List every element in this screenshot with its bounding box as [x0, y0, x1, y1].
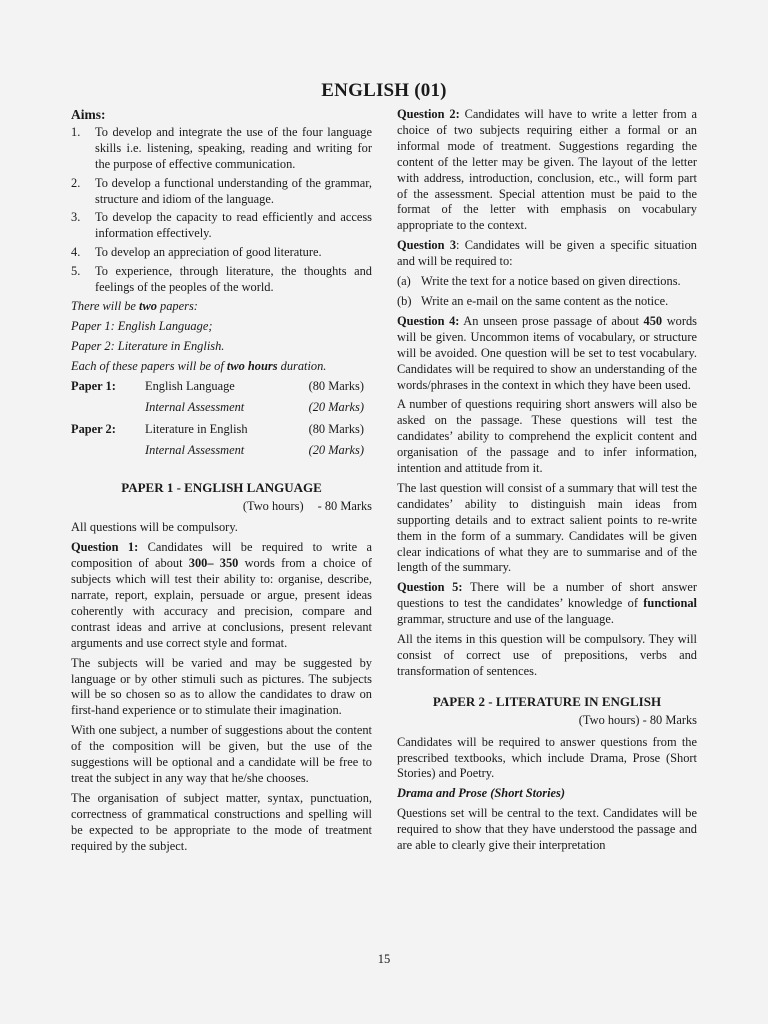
paper2-duration-marks: (Two hours) - 80 Marks — [578, 712, 697, 727]
paper-name: English Language — [145, 378, 235, 393]
aims-item — [71, 210, 372, 242]
duration-text: Each of these papers will be of — [71, 358, 227, 373]
paper-marks: (20 Marks) — [308, 443, 364, 458]
question-2-text: Candidates will have to write a letter from a choice of two subjects requiring either a formal or an informal mode of treatment. Suggestions regarding the content of the letter may be given. The layout of the letter with address, introduction, conclusion, etc., will form part of the assessment. Special attention must be paid to the format of the letter with emphasis on vocabulary appropriate to the context. — [397, 107, 697, 233]
paper-name: Literature in English — [145, 421, 248, 436]
papers-count-line — [71, 299, 372, 315]
aims-item-text: To develop an appreciation of good literature. — [95, 245, 322, 260]
question-1-text-end: words from a choice of subjects which will test their ability to: organise, describe, narrate, report, explain, persuade or argue, present ideas coherently with accuracy and precision, compare and contrast ideas and arrive at conclusions, present relevant arguments and use correct style and format. — [71, 556, 373, 650]
question-4 — [397, 314, 697, 394]
papers-count-text-end: papers: — [156, 298, 198, 313]
paper2-intro: Candidates will be required to answer questions from the prescribed textbooks, which include Drama, Prose (Short Stories) and Poetry. — [397, 734, 697, 781]
drama-prose-paragraph: Questions set will be central to the text. Candidates will be required to show that they have understood the passage and are able to clearly give their interpretation — [397, 806, 697, 853]
aims-item-text: To develop and integrate the use of the four language skills i.e. listening, speaking, reading and writing for the purpose of effective communication. — [95, 124, 372, 171]
aims-list — [71, 125, 372, 296]
aims-item-number: 4. — [71, 245, 81, 260]
question-1-paragraph-4: The organisation of subject matter, syntax, punctuation, correctness of grammatical constructions and spelling will be expected to be appropriate to the mode of treatment required by the subject. — [71, 790, 372, 853]
question-4-text: An unseen prose passage of about — [459, 313, 644, 328]
paper2-heading: PAPER 2 - LITERATURE IN ENGLISH — [432, 693, 662, 709]
paper-name: Internal Assessment — [145, 443, 245, 458]
papers-count-bold: two — [139, 298, 157, 313]
paper2-line: Paper 2: Literature in English. — [71, 338, 225, 353]
question-5 — [397, 580, 697, 628]
paper1-marks: - 80 Marks — [317, 498, 372, 513]
question-3-option-b — [397, 294, 697, 310]
question-4-words: 450 — [643, 313, 663, 328]
paper-marks: (80 Marks) — [308, 378, 364, 393]
paper-label — [71, 400, 145, 422]
aims-item-number: 2. — [71, 175, 81, 190]
aims-item — [71, 125, 372, 173]
aims-item — [71, 245, 372, 261]
question-1-words: 300– 350 — [188, 556, 239, 571]
marks-row — [71, 400, 372, 422]
papers-count-text: There will be — [71, 298, 140, 313]
paper1-heading: PAPER 1 - ENGLISH LANGUAGE — [121, 479, 322, 495]
question-5-text: There will be a number of short answer questions to test the candidates’ knowledge of — [397, 580, 697, 611]
question-3-option-a — [397, 274, 697, 290]
marks-table — [71, 379, 372, 465]
aims-item-number: 1. — [71, 124, 81, 139]
question-2 — [397, 107, 697, 234]
question-3-text: : Candidates will be given a specific situation and will be required to: — [397, 238, 697, 269]
aims-item-number: 3. — [71, 210, 81, 225]
paper1-duration: (Two hours) — [242, 498, 304, 513]
question-5-text-end: grammar, structure and use of the language. — [397, 612, 614, 627]
question-3 — [397, 238, 697, 270]
question-5-label: Question 5: — [397, 580, 463, 595]
paper-marks: (20 Marks) — [308, 400, 364, 415]
question-5-bold: functional — [643, 596, 697, 611]
right-column — [397, 107, 697, 858]
question-1-text: Candidates will be required to write a composition of about — [71, 540, 372, 571]
paper1-duration-marks — [71, 499, 372, 515]
paper-name: Internal Assessment — [145, 400, 245, 415]
aims-item-text: To develop the capacity to read efficiently and access information effectively. — [95, 210, 372, 241]
paper-marks: (80 Marks) — [308, 421, 364, 436]
aims-item-number: 5. — [71, 264, 81, 279]
option-label: (a) — [397, 274, 411, 289]
duration-line — [71, 359, 372, 375]
option-label: (b) — [397, 293, 412, 308]
page-title: ENGLISH (01) — [321, 80, 447, 101]
question-3-label: Question 3 — [397, 238, 457, 253]
question-4-text-end: words will be given. Uncommon items of vocabulary, or structure will be avoided. One question will be set to test vocabulary. Candidates will be required to show an understanding of the words/phrases in the context in which they have been used. — [397, 313, 697, 392]
question-2-label: Question 2: — [397, 107, 460, 121]
question-1-paragraph-2: The subjects will be varied and may be suggested by language or by other stimuli such as pictures. The subjects will be so chosen so as to allow the candidates to draw on first-hand experience or to stimulate their imagination. — [71, 655, 372, 718]
question-5-paragraph-2: All the items in this question will be compulsory. They will consist of correct use of prepositions, verbs and transformation of sentences. — [397, 632, 697, 678]
question-4-paragraph-3: The last question will consist of a summary that will test the candidates’ ability to distinguish main ideas from supporting details and to extract salient points to re-write them in the form of a summary. Candidates will be given clear indications of what they are to summarise and of the length of the summary. — [397, 480, 697, 575]
aims-heading: Aims: — [71, 107, 106, 122]
option-text: Write the text for a notice based on given directions. — [421, 274, 681, 289]
question-1-paragraph-3: With one subject, a number of suggestions about the content of the composition will be given, but the use of the suggestions will be optional and a candidate will be free to treat the subject in any way that he/she chooses. — [71, 723, 372, 785]
question-4-label: Question 4: — [397, 313, 460, 328]
aims-item — [71, 176, 372, 208]
duration-text-end: duration. — [277, 358, 327, 373]
aims-item — [71, 264, 372, 296]
paper-label — [71, 443, 145, 465]
option-text: Write an e-mail on the same content as the notice. — [421, 293, 669, 308]
question-1 — [71, 540, 372, 651]
aims-item-text: To experience, through literature, the thoughts and feelings of the peoples of the world. — [95, 264, 372, 295]
paper-label: Paper 1: — [71, 378, 116, 393]
page-number: 15 — [377, 952, 391, 966]
marks-row — [71, 443, 372, 465]
duration-bold: two hours — [226, 358, 278, 373]
marks-row — [71, 422, 372, 444]
paper-label: Paper 2: — [71, 421, 116, 436]
marks-row — [71, 379, 372, 401]
question-1-label: Question 1: — [71, 540, 139, 555]
left-column — [71, 107, 372, 859]
compulsory-note: All questions will be compulsory. — [71, 520, 238, 535]
question-4-paragraph-2: A number of questions requiring short answers will also be asked on the passage. These questions will test the candidates’ ability to comprehend the explicit content and organisation of the passage and to infer information, intention and attitude from it. — [397, 397, 697, 476]
paper1-line: Paper 1: English Language; — [71, 318, 213, 333]
aims-item-text: To develop a functional understanding of the grammar, structure and idiom of the language. — [95, 175, 372, 206]
drama-prose-heading: Drama and Prose (Short Stories) — [397, 786, 565, 801]
